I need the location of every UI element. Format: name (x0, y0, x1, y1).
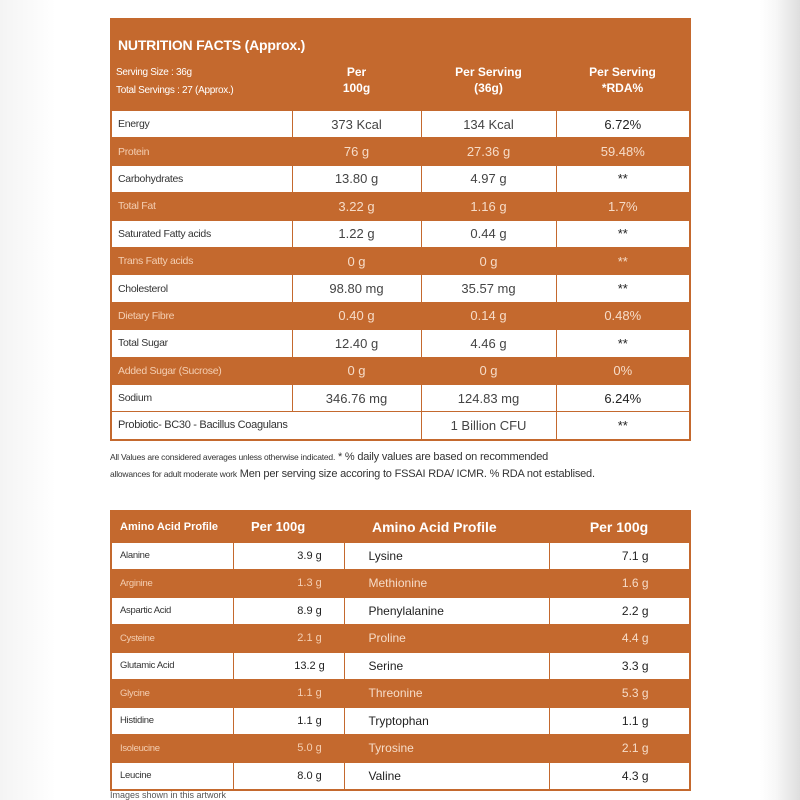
value-rda: 6.24% (556, 384, 690, 411)
nutrition-note-line2 (110, 466, 690, 483)
nutrition-label (110, 18, 690, 791)
amino-header-row (111, 511, 690, 543)
value-per-serving: 4.46 g (421, 330, 556, 357)
nutrition-row (111, 247, 690, 274)
amino-left-name: Glycine (111, 680, 233, 708)
nutrient-name: Energy (111, 111, 292, 138)
amino-left-value: 13.2 g (233, 652, 344, 680)
value-rda: 0.48% (556, 302, 690, 329)
value-rda: ** (556, 247, 690, 274)
value-rda: 1.7% (556, 193, 690, 220)
page-edge-right (760, 0, 800, 800)
probiotic-name: Probiotic- BC30 - Bacillus Coagulans (111, 412, 421, 440)
value-per-serving: 0 g (421, 357, 556, 384)
amino-left-value: 1.1 g (233, 680, 344, 708)
amino-left-name: Histidine (111, 707, 233, 735)
value-per-serving: 4.97 g (421, 165, 556, 192)
nutrition-note-line1-text: * % daily values are based on recommended (335, 450, 549, 463)
amino-row (111, 625, 690, 653)
amino-left-value: 8.0 g (233, 762, 344, 790)
value-per-100g: 1.22 g (292, 220, 421, 247)
nutrient-name: Sodium (111, 384, 292, 411)
amino-left-value: 5.0 g (233, 735, 344, 763)
page-edge-left (0, 0, 56, 800)
nutrient-name: Total Fat (111, 193, 292, 220)
value-per-100g: 373 Kcal (292, 111, 421, 138)
value-rda: 59.48% (556, 138, 690, 165)
amino-right-value: 4.3 g (549, 762, 690, 790)
amino-right-value: 2.2 g (549, 597, 690, 625)
serving-size: Serving Size : 36g (116, 67, 192, 78)
amino-right-name: Tyrosine (344, 735, 549, 763)
amino-header-right-name: Amino Acid Profile (344, 511, 549, 543)
value-per-100g: 98.80 mg (292, 275, 421, 302)
value-per-100g: 12.40 g (292, 330, 421, 357)
amino-left-value: 1.1 g (233, 707, 344, 735)
amino-left-value: 8.9 g (233, 597, 344, 625)
nutrition-note-line2-small: allowances for adult moderate work (110, 468, 237, 479)
nutrition-row-probiotic (111, 412, 690, 440)
nutrition-row (111, 384, 690, 411)
amino-rows (111, 542, 690, 790)
nutrition-title-row (111, 19, 690, 60)
nutrition-row (111, 220, 690, 247)
amino-header-left-name: Amino Acid Profile (111, 511, 233, 543)
value-per-serving: 0 g (421, 247, 556, 274)
nutrition-row (111, 275, 690, 302)
nutrition-note (110, 449, 690, 483)
col-header-rda-line1: Per Serving (589, 65, 656, 79)
amino-row (111, 680, 690, 708)
amino-right-name: Valine (344, 762, 549, 790)
nutrition-title: NUTRITION FACTS (Approx.) (118, 37, 306, 53)
amino-row (111, 762, 690, 790)
value-per-serving: 1.16 g (421, 193, 556, 220)
amino-right-name: Methionine (344, 570, 549, 598)
amino-row (111, 652, 690, 680)
col-header-rda (556, 60, 690, 111)
amino-left-value: 2.1 g (233, 625, 344, 653)
col-header-per-100g (292, 60, 421, 111)
nutrient-name: Trans Fatty acids (111, 247, 292, 274)
value-rda: 6.72% (556, 111, 690, 138)
col-header-per-serving-line2: (36g) (474, 81, 503, 95)
nutrition-row (111, 193, 690, 220)
probiotic-value: 1 Billion CFU (421, 412, 556, 440)
amino-left-name: Cysteine (111, 625, 233, 653)
amino-right-name: Threonine (344, 680, 549, 708)
nutrition-header-row (111, 60, 690, 111)
nutrient-name: Cholesterol (111, 275, 292, 302)
amino-acid-table (110, 510, 691, 792)
amino-right-value: 1.1 g (549, 707, 690, 735)
value-per-serving: 0.14 g (421, 302, 556, 329)
col-header-per-serving-line1: Per Serving (455, 65, 522, 79)
nutrient-name: Protein (111, 138, 292, 165)
amino-right-value: 1.6 g (549, 570, 690, 598)
value-per-100g: 0 g (292, 357, 421, 384)
value-per-100g: 0.40 g (292, 302, 421, 329)
amino-left-name: Aspartic Acid (111, 597, 233, 625)
nutrition-row (111, 111, 690, 138)
value-rda: ** (556, 165, 690, 192)
nutrition-row (111, 165, 690, 192)
col-header-per-serving (421, 60, 556, 111)
amino-right-name: Proline (344, 625, 549, 653)
amino-row (111, 707, 690, 735)
nutrition-note-line1-small: All Values are considered averages unless otherwise indicated. (110, 451, 336, 462)
amino-row (111, 735, 690, 763)
amino-row (111, 542, 690, 570)
value-rda: 0% (556, 357, 690, 384)
amino-header-left-value: Per 100g (233, 511, 344, 543)
nutrition-row (111, 302, 690, 329)
total-servings: Total Servings : 27 (Approx.) (116, 85, 234, 96)
amino-left-name: Alanine (111, 542, 233, 570)
nutrient-name: Added Sugar (Sucrose) (111, 357, 292, 384)
value-per-100g: 346.76 mg (292, 384, 421, 411)
col-header-per-100g-line2: 100g (342, 81, 371, 95)
probiotic-rda: ** (556, 412, 690, 440)
value-rda: ** (556, 220, 690, 247)
value-per-serving: 124.83 mg (421, 384, 556, 411)
nutrient-name: Carbohydrates (111, 165, 292, 192)
amino-left-name: Leucine (111, 762, 233, 790)
serving-info (111, 60, 292, 111)
amino-right-name: Phenylalanine (344, 597, 549, 625)
col-header-per-100g-line1: Per (346, 65, 367, 79)
nutrition-facts-table (110, 18, 691, 441)
amino-right-value: 3.3 g (549, 652, 690, 680)
footnote: Images shown in this artwork (110, 790, 227, 800)
nutrition-rows (111, 111, 690, 412)
amino-row (111, 570, 690, 598)
amino-right-value: 2.1 g (549, 735, 690, 763)
value-rda: ** (556, 330, 690, 357)
nutrient-name: Dietary Fibre (111, 302, 292, 329)
amino-right-value: 5.3 g (549, 680, 690, 708)
amino-right-name: Tryptophan (344, 707, 549, 735)
nutrition-row (111, 330, 690, 357)
value-per-serving: 0.44 g (421, 220, 556, 247)
nutrition-note-line2-text: Men per serving size accoring to FSSAI RDA/ ICMR. % RDA not establised. (236, 467, 595, 480)
nutrient-name: Total Sugar (111, 330, 292, 357)
nutrition-row (111, 138, 690, 165)
amino-right-name: Lysine (344, 542, 549, 570)
amino-left-name: Isoleucine (111, 735, 233, 763)
value-per-serving: 134 Kcal (421, 111, 556, 138)
amino-header-right-value: Per 100g (549, 511, 690, 543)
amino-right-name: Serine (344, 652, 549, 680)
value-per-100g: 0 g (292, 247, 421, 274)
nutrition-row (111, 357, 690, 384)
nutrient-name: Saturated Fatty acids (111, 220, 292, 247)
value-rda: ** (556, 275, 690, 302)
nutrition-note-line1 (110, 449, 690, 466)
value-per-100g: 13.80 g (292, 165, 421, 192)
value-per-100g: 76 g (292, 138, 421, 165)
amino-row (111, 597, 690, 625)
amino-right-value: 4.4 g (549, 625, 690, 653)
amino-left-name: Glutamic Acid (111, 652, 233, 680)
value-per-serving: 27.36 g (421, 138, 556, 165)
amino-right-value: 7.1 g (549, 542, 690, 570)
value-per-serving: 35.57 mg (421, 275, 556, 302)
amino-left-value: 3.9 g (233, 542, 344, 570)
amino-left-name: Arginine (111, 570, 233, 598)
col-header-rda-line2: *RDA% (601, 81, 644, 95)
amino-left-value: 1.3 g (233, 570, 344, 598)
value-per-100g: 3.22 g (292, 193, 421, 220)
